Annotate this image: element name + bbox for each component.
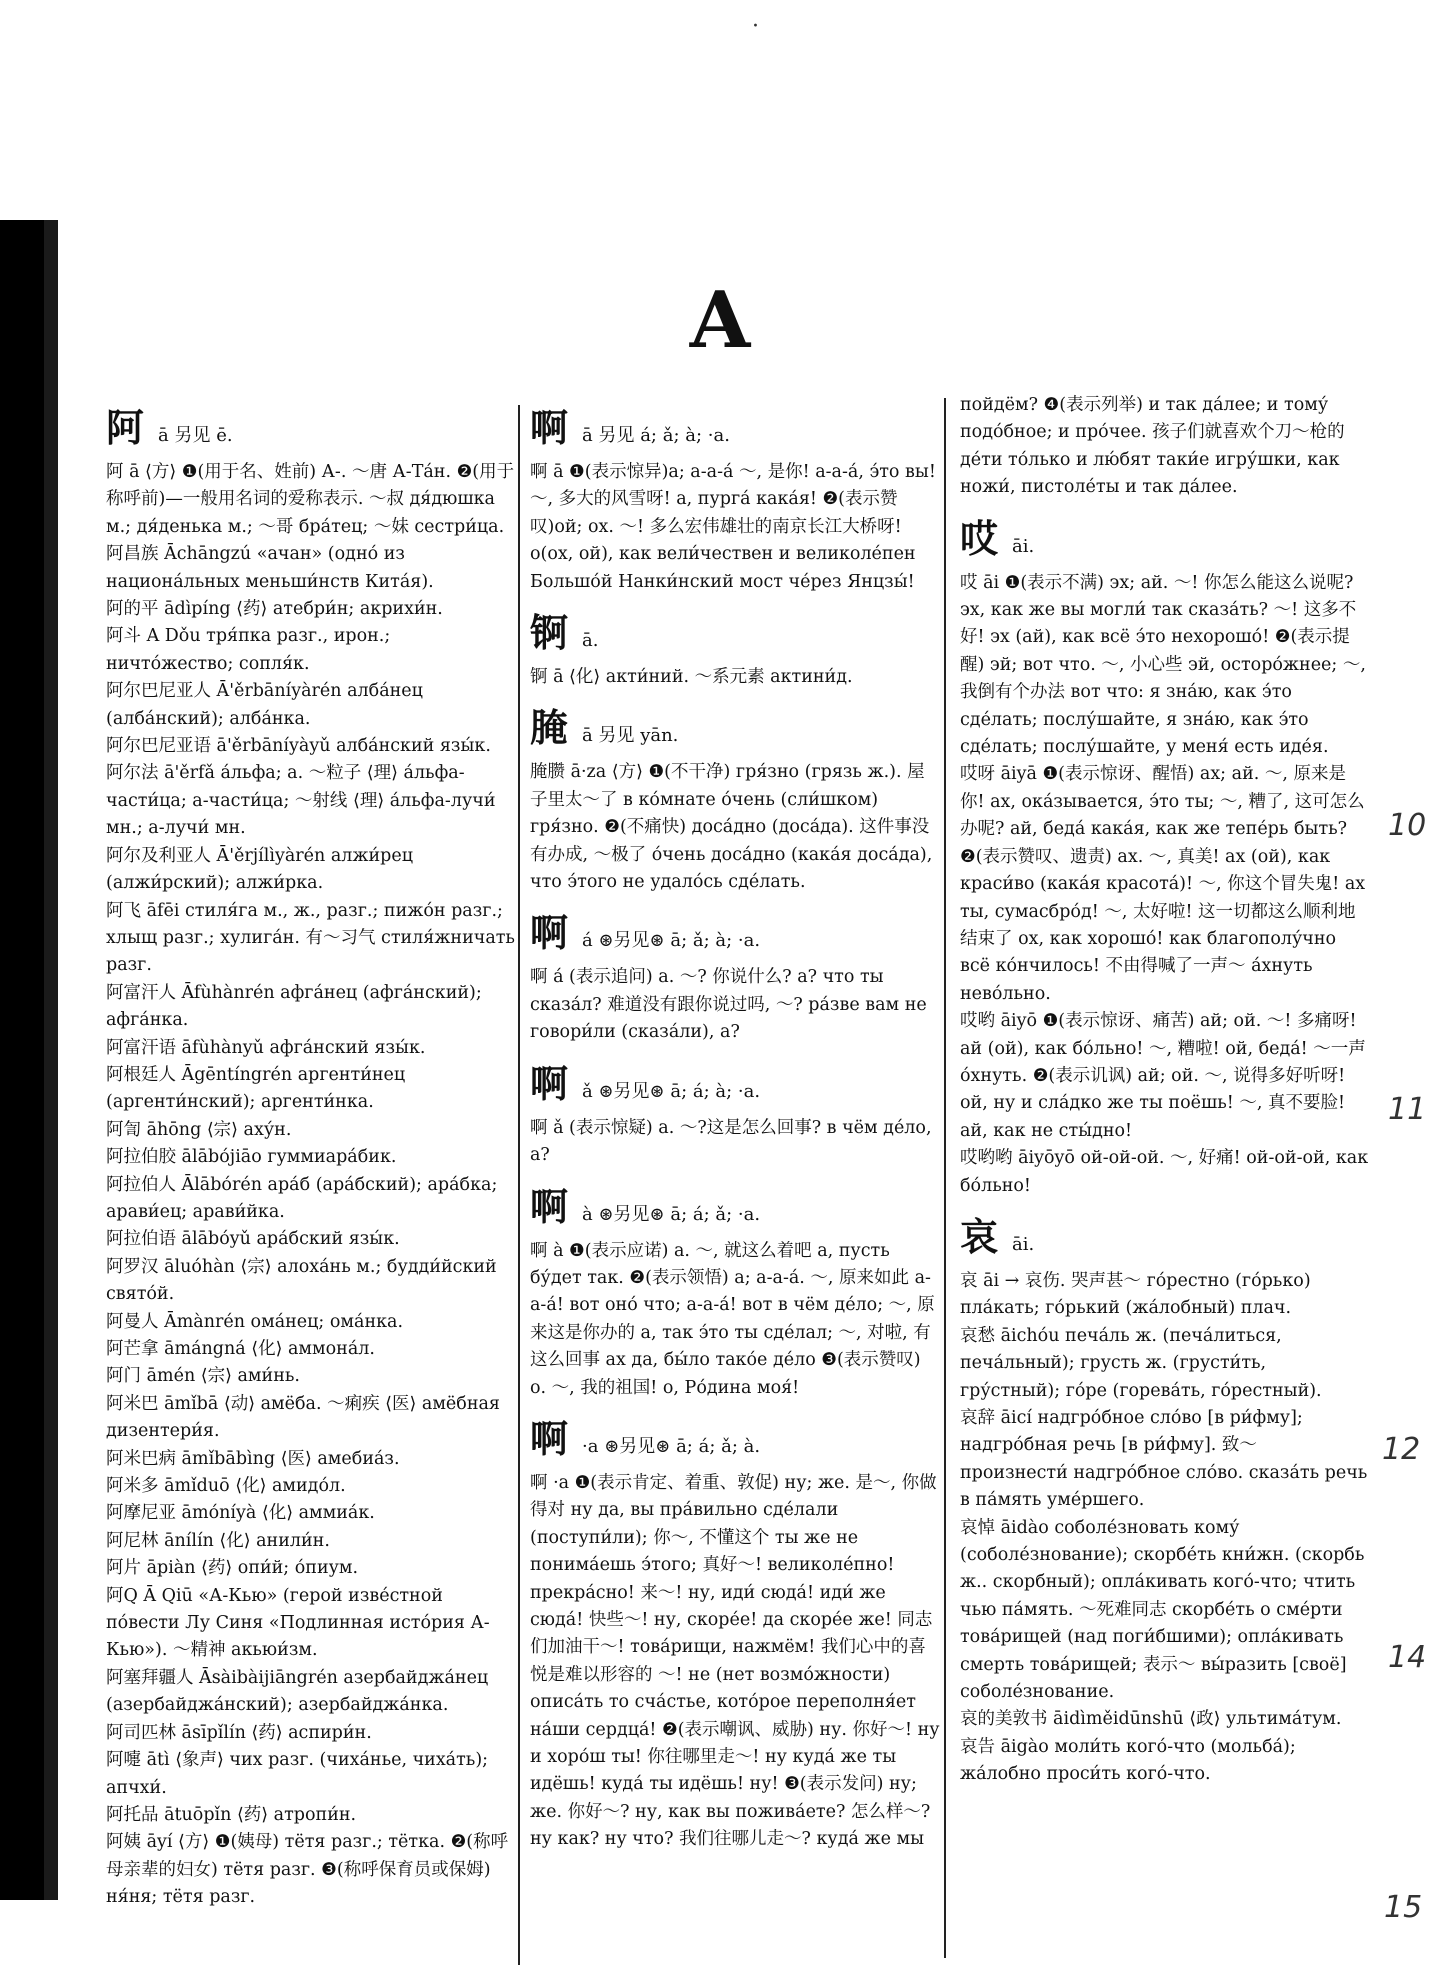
headword [530, 1184, 940, 1238]
headword [960, 516, 1370, 570]
column-divider-1 [518, 405, 520, 1965]
headword [106, 405, 518, 459]
dictionary-entry: 阿曼人 Āmànrén ома́нец; ома́нка. [106, 1311, 404, 1332]
dictionary-entry: 啊 á (表示追问) а. ～? 你说什么? а? что ты сказа́л? 难道没有跟你说过吗, ～? ра́зве вам не говори́ли (сказа́ли), а? [530, 967, 927, 1043]
dictionary-entry: 啊 ā ❶(表示惊异)а; а-а-á ～, 是你! а-а-á, э́то вы! ～, 多大的风雪呀! а, пурга́ кака́я! ❷(表示赞叹)ой; ох. ～! 多么宏伟雄壮的南京长江大桥呀! о(ох, ой), как вели́чествен и великоле́пен Большо́й Нанки́нский мост че́рез Янцзы́! [530, 462, 936, 592]
dictionary-entry: 阿富汗人 Āfùhànrén афга́нец (афга́нский); афга́нка. [106, 982, 482, 1031]
headword-hanzi: 腌 [530, 706, 569, 751]
dictionary-entry: 阿訇 āhōng ⟨宗⟩ аху́н. [106, 1119, 292, 1140]
dictionary-entry: 阿嚏 ātì ⟨象声⟩ чих разг. (чиха́нье, чиха́ть); апчхи́. [106, 1750, 489, 1798]
headword-hanzi: 阿 [106, 406, 145, 450]
margin-note-2: 11 [1388, 1092, 1427, 1127]
dictionary-entry: 阿门 āmén ⟨宗⟩ ами́нь. [106, 1366, 300, 1387]
dictionary-entry: 阿米巴 āmǐbā ⟨动⟩ амёба. ～痢疾 ⟨医⟩ амёбная дизентери́я. [106, 1393, 500, 1442]
dictionary-entry: 哀悼 āidào соболе́зновать кому́ (соболе́знование); скорбе́ть кни́жн. (скорбь ж.. скорбный); опла́кивать кого́-что; чтить чью па́мять. ～死难同志 скорбе́ть о сме́рти това́рищей (над поги́бшими); опла́кивать смерть това́рищей; 表示～ вы́разить [своё] соболе́знование. [960, 1517, 1365, 1703]
headword [530, 405, 940, 459]
headword-pronunciation: ā. [582, 630, 599, 652]
dictionary-entry: 阿飞 āfēi стиля́га м., ж., разг.; пижо́н разг.; хлыщ разг.; хулига́н. 有～习气 стиля́жничать разг. [106, 900, 515, 976]
dictionary-entry: 阿塞拜疆人 Āsàibàijiāngrén азербайджа́нец (азербайджа́нский); азербайджа́нка. [106, 1667, 489, 1716]
dictionary-entry: 哀的美敦书 āidìměidūnshū ⟨政⟩ ультима́тум. [960, 1709, 1342, 1730]
dictionary-entry: 哎哟哟 āiyōyō ой-ой-ой. ～, 好痛! ой-ой-ой, как бо́льно! [960, 1148, 1369, 1196]
binding-shadow [0, 220, 62, 1900]
dictionary-entry: 阿司匹林 āsīpǐlín ⟨药⟩ аспири́н. [106, 1722, 372, 1743]
headword-pronunciation: āi. [1012, 535, 1035, 557]
dictionary-entry: 阿尔法 ā'ěrfǎ а́льфа; а. ～粒子 ⟨理⟩ а́льфа-части́ца; а-части́ца; ～射线 ⟨理⟩ а́льфа-лучи́ мн.; а-лучи́ мн. [106, 763, 496, 839]
dictionary-entry: 阿尔巴尼亚人 Ā'ěrbāníyàrén алба́нец (алба́нский); алба́нка. [106, 681, 423, 729]
dictionary-entry: 阿拉伯语 ālābóyǔ ара́бский язы́к. [106, 1229, 400, 1250]
dictionary-entry: 阿拉伯胶 ālābójiāo гуммиара́бик. [106, 1147, 397, 1168]
headword-hanzi: 啊 [530, 1184, 569, 1229]
headword [530, 705, 940, 759]
headword [960, 1214, 1370, 1268]
margin-note-4: 14 [1388, 1640, 1427, 1675]
dictionary-entry: 哎呀 āiyā ❶(表示惊讶、醒悟) ах; ай. ～, 原来是你! ах, ока́зывается, э́то ты; ～, 糟了, 这可怎么办呢? ай, беда́ кака́я, как же тепе́рь быть? ❷(表示赞叹、遗责) ах. ～, 真美! ах (ой), как краси́во (кака́я красота́)! ～, 你这个冒失鬼! ах ты, сумасбро́д! ～, 太好啦! 这一切都这么顺利地结束了 ох, как хорошо́! как благополу́чно всё ко́нчилось! 不由得喊了一声～ а́хнуть нево́льно. [960, 764, 1366, 1004]
dictionary-entry: 哀辞 āicí надгро́бное сло́во [в ри́фму]; надгро́бная речь [в ри́фму]. 致～ произнести́ надгро́бное сло́во. сказа́ть речь в па́мять уме́ршего. [960, 1408, 1368, 1511]
dictionary-entry: 阿尔及利亚人 Ā'ěrjílìyàrén алжи́рец (алжи́рский); алжи́рка. [106, 845, 413, 894]
dictionary-entry: 哎哟 āiyō ❶(表示惊讶、痛苦) ай; ой. ～! 多痛呀! ай (ой), как бо́льно! ～, 糟啦! ой, беда́! ～一声 о́хнуть. ❷(表示讥讽) ай; ой. ～, 说得多好听呀! ой, ну и сла́дко же ты поёшь! ～, 真不要脸! ай, как не сты́дно! [960, 1011, 1366, 1141]
dictionary-entry: 阿尼林 ānílín ⟨化⟩ анили́н. [106, 1530, 330, 1551]
dictionary-entry: 阿昌族 Āchāngzú «ачан» (одно́ из национа́льных меньши́нств Кита́я). [106, 544, 434, 592]
column-1 [106, 405, 518, 1912]
headword-pronunciation: ā 另见 ē. [158, 425, 233, 446]
column-3 [960, 392, 1370, 1789]
headword-pronunciation: á ⊛另见⊛ ā; ǎ; à; ·a. [582, 930, 761, 952]
headword-hanzi: 啊 [530, 1061, 569, 1106]
dictionary-entry: 阿姨 āyí ⟨方⟩ ❶(姨母) тётя разг.; тётка. ❷(称呼母亲辈的妇女) тётя разг. ❸(称呼保育员或保姆) ня́ня; тётя разг. [106, 1832, 509, 1908]
headword-hanzi: 锕 [530, 611, 569, 656]
dictionary-entry: 哀愁 āichóu печа́ль ж. (печа́литься, печа́льный); грусть ж. (грусти́ть, гру́стный); го́ре (горева́ть, го́рестный). [960, 1325, 1322, 1401]
headword-hanzi: 啊 [530, 911, 569, 956]
dictionary-entry: 阿尔巴尼亚语 ā'ěrbāníyàyǔ алба́нский язы́к. [106, 736, 491, 757]
dictionary-entry: пойдём? ❹(表示列举) и так да́лее; и тому́ подо́бное; и про́чее. 孩子们就喜欢个刀～枪的 де́ти то́лько и лю́бят таки́е игру́шки, как ножи́, пистоле́ты и так да́лее. [960, 395, 1345, 498]
dictionary-entry: 阿米巴病 āmǐbābìng ⟨医⟩ амебиа́з. [106, 1448, 400, 1469]
scan-speck: · [752, 14, 759, 39]
margin-note-1: 10 [1388, 808, 1427, 843]
dictionary-entry: 啊 à ❶(表示应诺) а. ～, 就这么着吧 а, пусть бу́дет так. ❷(表示领悟) а; а-а-á. ～, 原来如此 а-а-á! вот оно́ что; а-а-á! вот в чём де́ло; ～, 原来这是你办的 а, так э́то ты сде́лал; ～, 对啦, 有这么回事 ах да, бы́ло тако́е де́ло ❸(表示赞叹) о. ～, 我的祖国! о, Ро́дина моя́! [530, 1240, 935, 1398]
dictionary-entry: 锕 ā ⟨化⟩ акти́ний. ～系元素 актини́д. [530, 667, 853, 688]
dictionary-entry: 阿斗 A Dǒu тря́пка разг., ирон.; ничто́жество; сопля́к. [106, 626, 391, 674]
margin-note-5: 15 [1384, 1890, 1423, 1925]
dictionary-entry: 啊 ǎ (表示惊疑) а. ～?这是怎么回事? в чём де́ло, а? [530, 1117, 932, 1166]
section-letter: A [689, 275, 751, 366]
dictionary-entry: 阿米多 āmǐduō ⟨化⟩ амидо́л. [106, 1476, 346, 1497]
headword-pronunciation: ā 另见 á; ǎ; à; ·a. [582, 425, 730, 446]
headword-pronunciation: ·a ⊛另见⊛ ā; á; ǎ; à. [582, 1435, 761, 1457]
headword-pronunciation: ā 另见 yān. [582, 725, 679, 747]
dictionary-entry: 哎 āi ❶(表示不满) эх; ай. ～! 你怎么能这么说呢? эх, как же вы могли́ так сказа́ть? ～! 这多不好! эх (ай), как всё э́то нехорошо́! ❷(表示提醒) эй; вот что. ～, 小心些 эй, осторо́жнее; ～, 我倒有个办法 вот что: я зна́ю, как э́то сде́лать; послу́шайте, я зна́ю, как э́то сде́лать; послу́шайте, у меня́ есть иде́я. [960, 572, 1366, 758]
dictionary-entry: 阿片 āpiàn ⟨药⟩ опи́й; о́пиум. [106, 1558, 359, 1579]
headword-hanzi: 哀 [960, 1214, 999, 1259]
headword-hanzi: 啊 [530, 1416, 569, 1461]
dictionary-entry: 阿摩尼亚 āmóníyà ⟨化⟩ аммиа́к. [106, 1503, 375, 1524]
dictionary-entry: 阿罗汉 āluóhàn ⟨宗⟩ алоха́нь м.; будди́йский свято́й. [106, 1256, 497, 1305]
dictionary-entry: 啊 ·a ❶(表示肯定、着重、敦促) ну; же. 是～, 你做得对 ну да, вы пра́вильно сде́лали (поступи́ли); 你～, 不懂这个 ты же не понима́ешь э́того; 真好～! великоле́пно! прекра́сно! 来～! ну, иди́ сюда́! иди́ же сюда́! 快些～! ну, скоре́е! да скоре́е же! 同志们加油干～! това́рищи, нажмём! 我们心中的喜悦是难以形容的 ～! не (нет возмо́жности) описа́ть то сча́стье, кото́рое переполня́ет на́ши сердца́! ❷(表示嘲讽、威胁) ну. 你好～! ну и хоро́ш ты! 你往哪里走～! ну куда́ же ты идёшь! куда́ ты идёшь! ну! ❸(表示发问) ну; же. 你好～? ну, как вы пожива́ете? 怎么样～? ну как? ну что? 我们往哪儿走～? куда́ же мы [530, 1472, 940, 1850]
dictionary-entry: 腌臜 ā·za ⟨方⟩ ❶(不干净) гря́зно (грязь ж.). 屋子里太～了 в ко́мнате о́чень (сли́шком) гря́зно. ❷(不痛快) доса́дно (доса́да). 这件事没有办成, ～极了 о́чень доса́дно (кака́я доса́да), что э́того не удало́сь сде́лать. [530, 762, 933, 893]
headword [530, 610, 940, 664]
headword-pronunciation: ǎ ⊛另见⊛ ā; á; à; ·a. [582, 1080, 761, 1102]
headword [530, 910, 940, 964]
headword-pronunciation: à ⊛另见⊛ ā; á; ǎ; ·a. [582, 1203, 761, 1225]
headword [530, 1416, 940, 1470]
headword [530, 1061, 940, 1115]
dictionary-entry: 阿富汗语 āfùhànyǔ афга́нский язы́к. [106, 1037, 426, 1058]
headword-hanzi: 哎 [960, 516, 999, 561]
dictionary-entry: 阿的平 ādìpíng ⟨药⟩ атебри́н; акрихи́н. [106, 599, 443, 620]
margin-note-3: 12 [1382, 1432, 1421, 1467]
dictionary-entry: 阿 ā ⟨方⟩ ❶(用于名、姓前) А-. ～唐 А-Тáн. ❷(用于称呼前)—一般用名词的爱称表示. ～叔 дя́дюшка м.; дя́денька м.; ～哥 бра́тец; ～妹 сестри́ца. [106, 462, 515, 537]
dictionary-entry: 阿芒拿 āmángná ⟨化⟩ аммона́л. [106, 1339, 375, 1359]
dictionary-entry: 阿Q Ā Qiū «А-Кью» (герой изве́стной по́вести Лу Синя «Подлинная исто́рия А-Кью»). ～精神 акьюи́зм. [106, 1585, 490, 1661]
dictionary-entry: 阿拉伯人 Ālābórén ара́б (ара́бский); ара́бка; арави́ец; арави́йка. [106, 1174, 498, 1222]
dictionary-entry: 阿托品 ātuōpǐn ⟨药⟩ атропи́н. [106, 1804, 357, 1825]
headword-pronunciation: āi. [1012, 1233, 1035, 1255]
dictionary-entry: 哀 āi → 哀伤. 哭声甚～ го́рестно (го́рько) пла́кать; го́рький (жа́лобный) плач. [960, 1270, 1311, 1319]
dictionary-entry: 阿根廷人 Āgēntíngrén аргенти́нец (аргенти́нский); аргенти́нка. [106, 1064, 406, 1113]
column-2 [530, 405, 940, 1854]
headword-hanzi: 啊 [530, 406, 569, 450]
column-divider-2 [944, 398, 946, 1958]
dictionary-entry: 哀告 āigào моли́ть кого́-что (мольба́); жа́лобно проси́ть кого́-что. [960, 1736, 1296, 1785]
